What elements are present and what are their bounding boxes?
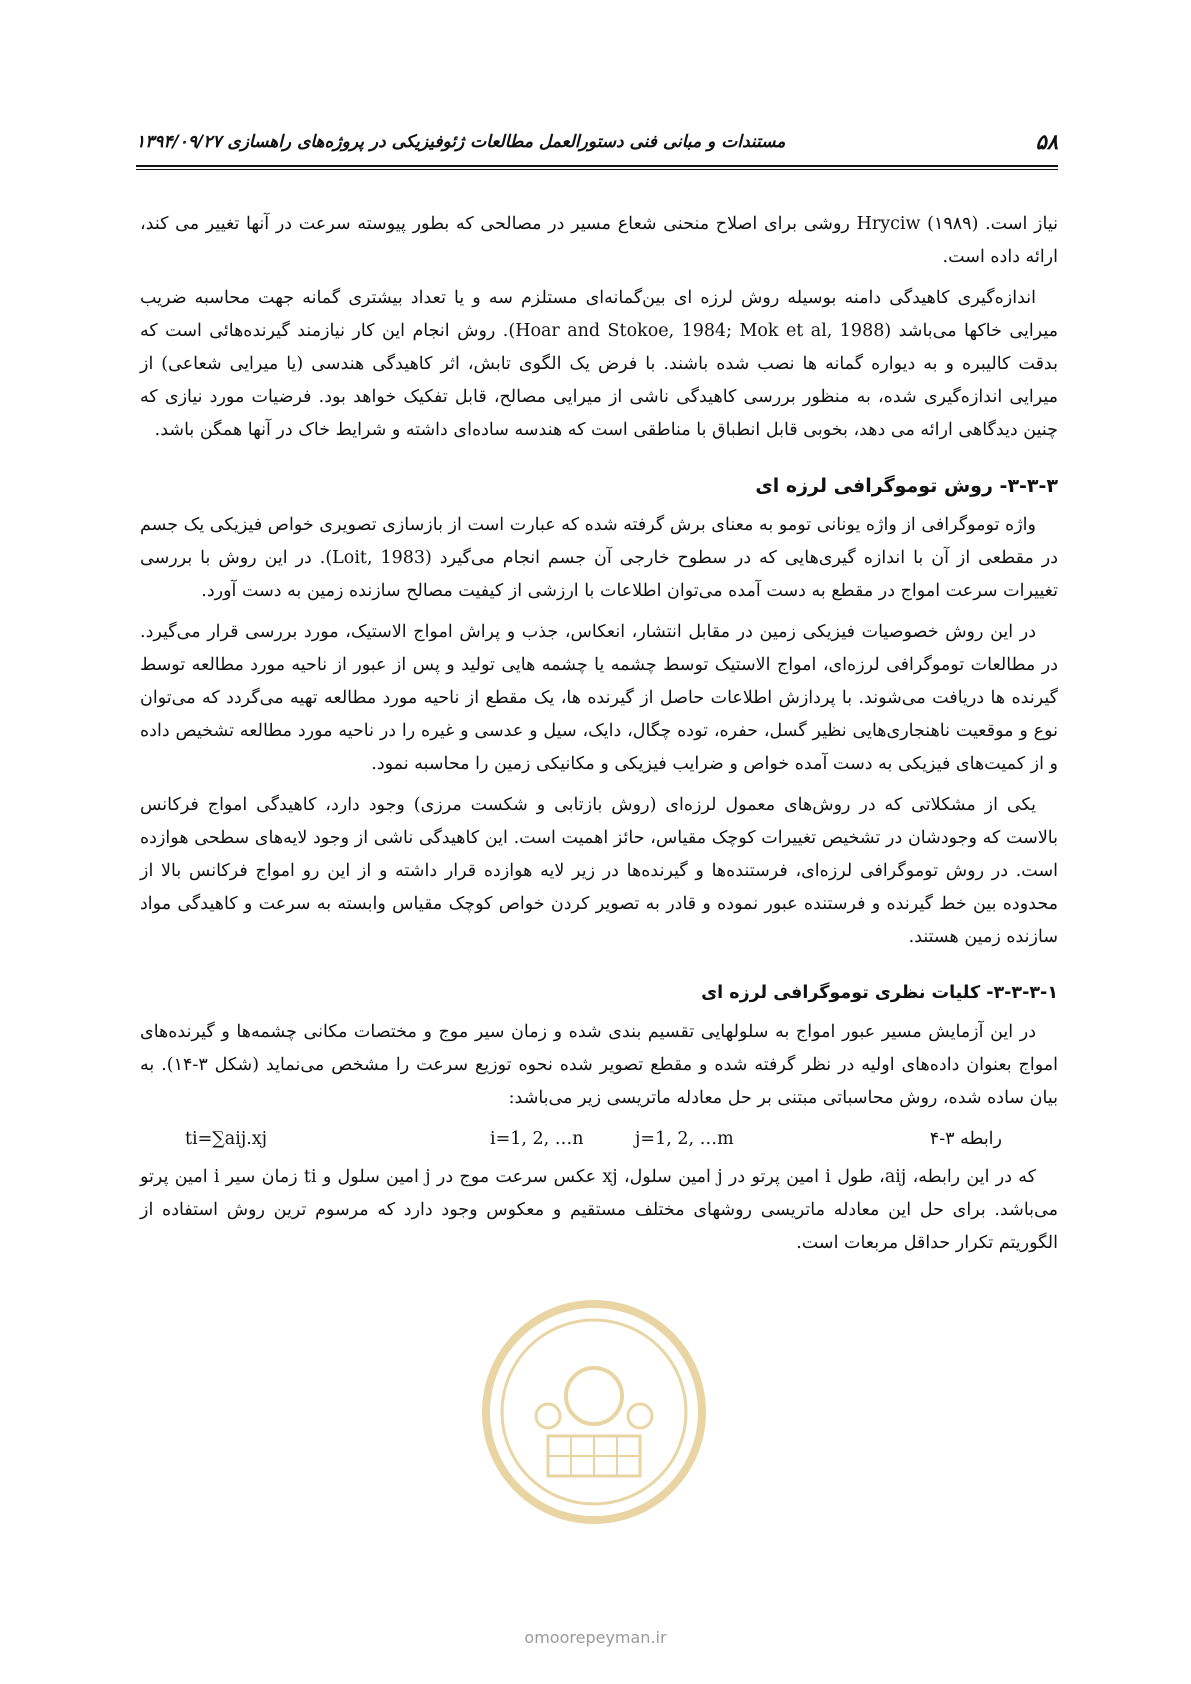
subsection-heading: ۳-۳-۳-۱- کلیات نظری توموگرافی لرزه ای [701, 983, 1058, 1003]
equation-i-range: i=1, 2, …n [490, 1129, 584, 1149]
watermark: omoorepeyman.ir [524, 1628, 667, 1647]
document-body [140, 208, 1058, 1268]
paragraph: در این آزمایش مسیر عبور امواج به سلولهایی تقسیم بندی شده و زمان سیر موج و مختصات مکانی چشمه‌ها و گیرنده‌های امواج بعنوان داده‌های اولیه در نظر گرفته شده و مقطع تصویر شده نحوه توزیع سرعت را مشخص می‌نماید (شکل ۳-۱۴). به بیان ساده شده، روش محاسباتی مبتنی بر حل معادله ماتریسی زیر می‌باشد: [140, 1022, 1058, 1108]
paragraph: در این روش خصوصیات فیزیکی زمین در مقابل انتشار، انعکاس، جذب و پراش امواج الاستیک، مورد بررسی قرار می‌گیرد. در مطالعات توموگرافی لرزه‌ای، امواج الاستیک توسط چشمه یا چشمه هایی تولید و پس از عبور از ناحیه مورد مطالعه توسط گیرنده ها دریافت می‌شوند. با پردازش اطلاعات حاصل از گیرنده ها، یک مقطع از ناحیه مورد مطالعه تهیه می‌گردد که می‌توان نوع و موقعیت ناهنجاری‌هایی نظیر گسل، حفره، توده چگال، دایک، سیل و عدسی و غیره را در ناحیه مورد مطالعه تشخیص داده و از کمیت‌های فیزیکی به دست آمده خواص و ضرایب فیزیکی و مکانیکی زمین را محاسبه نمود. [140, 622, 1058, 774]
paragraph: یکی از مشکلاتی که در روش‌های معمول لرزه‌ای (روش بازتابی و شکست مرزی) وجود دارد، کاهیدگی امواج فرکانس بالاست که وجودشان در تشخیص تغییرات کوچک مقیاس، حائز اهمیت است. این کاهیدگی ناشی از وجود لایه‌های سطحی هوازده است. در روش توموگرافی لرزه‌ای، فرستنده‌ها و گیرنده‌ها در زیر لایه هوازده قرار داشته و از این رو امواج فرکانس بالا از محدوده بین خط گیرنده و فرستنده عبور نموده و قادر به تصویر کردن خواص کوچک مقیاس وابسته به سرعت و کاهیدگی مواد سازنده زمین هستند. [140, 795, 1058, 947]
seal-stamp-icon [478, 1296, 710, 1528]
paragraph: که در این رابطه، aij، طول i امین پرتو در j امین سلول، xj عکس سرعت موج در j امین سلول و ti زمان سیر i امین پرتو می‌باشد. برای حل این معادله ماتریسی روشهای مختلف مستقیم و معکوس وجود دارد که مرسوم ترین روش استفاده از الگوریتم تکرار حداقل مربعات است. [140, 1167, 1058, 1253]
header-rule-thin [136, 169, 1058, 170]
equation-formula: ti=∑aij.xj [185, 1129, 268, 1149]
page-number: ۵۸ [1035, 130, 1058, 154]
running-title: مستندات و مبانی فنی دستورالعمل مطالعات ژئوفیزیکی در پروژه‌های راهسازی ۱۳۹۴/۰۹/۲۷ [136, 132, 786, 152]
page-header [136, 128, 1058, 162]
paragraph: واژه توموگرافی از واژه یونانی تومو به معنای برش گرفته شده که عبارت است از بازسازی تصویری خواص فیزیکی یک جسم در مقطعی از آن با اندازه گیری‌هایی که در سطوح خارجی آن جسم انجام می‌گیرد (Loit, 1983). در این روش با بررسی تغییرات سرعت امواج در مقطع به دست آمده می‌توان اطلاعات با ارزشی از کیفیت مصالح سازنده زمین به دست آورد. [140, 515, 1058, 601]
section-heading: ۳-۳-۳- روش توموگرافی لرزه ای [755, 475, 1058, 497]
header-rule [136, 165, 1058, 167]
paragraph: اندازه‌گیری کاهیدگی دامنه بوسیله روش لرزه ای بین‌گمانه‌ای مستلزم سه و یا تعداد بیشتری گمانه جهت محاسبه ضریب میرایی خاکها می‌باشد (Hoar and Stokoe, 1984; Mok et al, 1988). روش انجام این کار نیازمند گیرنده‌هائی است که بدقت کالیبره و به دیواره گمانه ها نصب شده باشند. با فرض یک الگوی تابش، اثر کاهیدگی هندسی (یا میرایی شعاعی) از میرایی اندازه‌گیری شده، به منظور بررسی کاهیدگی ناشی از میرایی مصالح، قابل تفکیک خواهد بود. فرضیات مورد نیازی که چنین دیدگاهی ارائه می دهد، بخوبی قابل انطباق با مناطقی است که هندسه ساده‌ای داشته و شرایط خاک در آنها همگن باشد. [140, 288, 1058, 440]
equation-label: رابطه ۳-۴ [929, 1129, 1002, 1149]
equation-j-range: j=1, 2, …m [635, 1129, 734, 1149]
paragraph: نیاز است. Hryciw (۱۹۸۹) روشی برای اصلاح منحنی شعاع مسیر در مصالحی که بطور پیوسته سرعت در آنها تغییر می کند، ارائه داده است. [140, 214, 1058, 267]
equation-row [140, 1123, 1058, 1157]
